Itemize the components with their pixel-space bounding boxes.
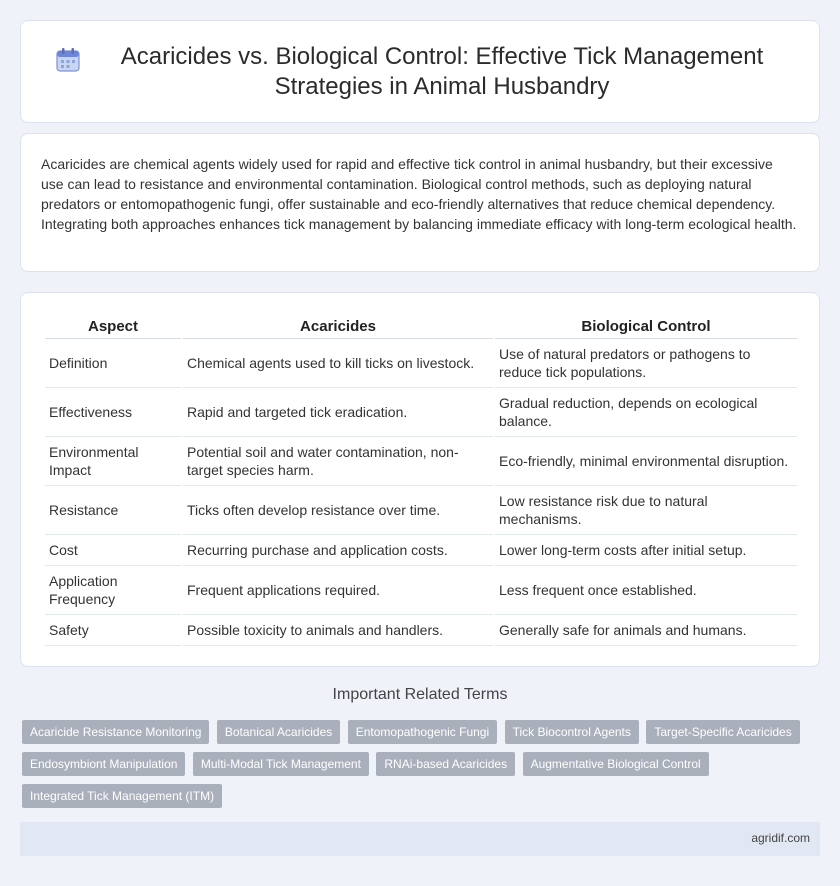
related-term-tag[interactable]: Target-Specific Acaricides bbox=[646, 720, 799, 744]
cell-biological: Gradual reduction, depends on ecological balance. bbox=[495, 388, 797, 437]
related-term-tag[interactable]: Entomopathogenic Fungi bbox=[348, 720, 497, 744]
header-acaricides: Acaricides bbox=[183, 315, 493, 339]
cell-aspect: Cost bbox=[45, 535, 181, 566]
related-terms-title: Important Related Terms bbox=[332, 686, 508, 703]
cell-biological: Lower long-term costs after initial setup. bbox=[495, 535, 797, 566]
comparison-card bbox=[20, 292, 820, 667]
intro-card bbox=[20, 133, 820, 272]
calendar-icon bbox=[53, 45, 83, 75]
related-term-tag[interactable]: Integrated Tick Management (ITM) bbox=[22, 784, 222, 808]
cell-aspect: Application Frequency bbox=[45, 566, 181, 615]
intro-paragraph: Acaricides are chemical agents widely used for rapid and effective tick control in animal husbandry, but their excessive use can lead to resistance and environmental contamination. Biological control methods, such as deploying natural predators or entomopathogenic fungi, offer sustainable and eco-friendly alternatives that reduce chemical dependency. Integrating both approaches enhances tick management by balancing immediate efficacy with long-term ecological health. bbox=[41, 156, 797, 232]
cell-acaricides: Chemical agents used to kill ticks on livestock. bbox=[183, 339, 493, 388]
cell-acaricides: Recurring purchase and application costs. bbox=[183, 535, 493, 566]
table-header-row bbox=[45, 315, 797, 339]
footer-site-link[interactable]: agridif.com bbox=[751, 831, 810, 845]
cell-biological: Less frequent once established. bbox=[495, 566, 797, 615]
cell-acaricides: Ticks often develop resistance over time. bbox=[183, 486, 493, 535]
cell-acaricides: Potential soil and water contamination, non-target species harm. bbox=[183, 437, 493, 486]
table-row bbox=[45, 615, 797, 646]
header-biological-control: Biological Control bbox=[495, 315, 797, 339]
cell-aspect: Definition bbox=[45, 339, 181, 388]
cell-biological: Use of natural predators or pathogens to reduce tick populations. bbox=[495, 339, 797, 388]
comparison-table bbox=[43, 315, 799, 646]
related-term-tag[interactable]: Endosymbiont Manipulation bbox=[22, 752, 185, 776]
related-term-tag[interactable]: Augmentative Biological Control bbox=[523, 752, 709, 776]
cell-aspect: Safety bbox=[45, 615, 181, 646]
page-title: Acaricides vs. Biological Control: Effective Tick Management Strategies in Animal Husbandry bbox=[120, 42, 764, 100]
cell-biological: Eco-friendly, minimal environmental disruption. bbox=[495, 437, 797, 486]
footer bbox=[20, 822, 820, 856]
related-term-tag[interactable]: Acaricide Resistance Monitoring bbox=[22, 720, 209, 744]
cell-aspect: Environmental Impact bbox=[45, 437, 181, 486]
table-row bbox=[45, 437, 797, 486]
title-wrap bbox=[53, 42, 787, 102]
cell-acaricides: Possible toxicity to animals and handlers. bbox=[183, 615, 493, 646]
cell-aspect: Resistance bbox=[45, 486, 181, 535]
header-aspect: Aspect bbox=[45, 315, 181, 339]
cell-biological: Low resistance risk due to natural mechanisms. bbox=[495, 486, 797, 535]
related-term-tag[interactable]: Botanical Acaricides bbox=[217, 720, 340, 744]
related-term-tag[interactable]: Tick Biocontrol Agents bbox=[505, 720, 639, 744]
cell-acaricides: Frequent applications required. bbox=[183, 566, 493, 615]
cell-acaricides: Rapid and targeted tick eradication. bbox=[183, 388, 493, 437]
table-row bbox=[45, 339, 797, 388]
title-card bbox=[20, 20, 820, 123]
related-term-tag[interactable]: Multi-Modal Tick Management bbox=[193, 752, 369, 776]
table-row bbox=[45, 486, 797, 535]
cell-aspect: Effectiveness bbox=[45, 388, 181, 437]
related-term-tag[interactable]: RNAi-based Acaricides bbox=[376, 752, 515, 776]
table-row bbox=[45, 566, 797, 615]
table-row bbox=[45, 535, 797, 566]
table-row bbox=[45, 388, 797, 437]
related-terms-list bbox=[22, 720, 822, 816]
cell-biological: Generally safe for animals and humans. bbox=[495, 615, 797, 646]
